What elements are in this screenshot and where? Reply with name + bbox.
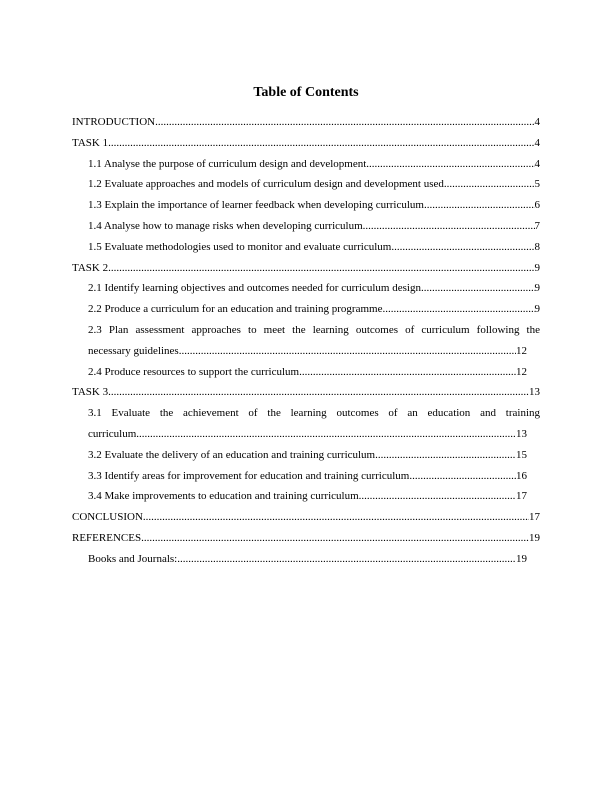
toc-leader-dots [108, 133, 534, 154]
toc-page-number: 16 [516, 469, 527, 482]
toc-entry-label: TASK 2 [72, 261, 109, 274]
toc-entry-3-2[interactable] [72, 445, 527, 466]
toc-entry-3-3[interactable] [72, 466, 527, 487]
toc-page-number: 13 [516, 427, 527, 440]
toc-page-number: 12 [516, 344, 527, 357]
toc-entry-label-line2: necessary guidelines [88, 344, 179, 357]
toc-leader-dots [136, 424, 516, 445]
toc-entry-label: Books and Journals: [88, 552, 178, 565]
toc-entry-label: 1.2 Evaluate approaches and models of curriculum design and development used [88, 178, 444, 191]
toc-entry-references[interactable] [72, 528, 540, 549]
toc-entry-1-4[interactable] [72, 216, 540, 237]
toc-page-number: 4 [534, 157, 540, 170]
toc-entry-2-4[interactable] [72, 362, 527, 383]
toc-entry-1-2[interactable] [72, 174, 540, 195]
toc-entry-label: 2.2 Produce a curriculum for an education and training programme [88, 303, 383, 316]
toc-entry-1-5[interactable] [72, 237, 540, 258]
page-title: Table of Contents [253, 85, 359, 100]
toc-entry-1-3[interactable] [72, 195, 540, 216]
toc-leader-dots [391, 237, 534, 258]
toc-page-number: 9 [534, 261, 540, 274]
toc-leader-dots [143, 507, 529, 528]
toc-entry-3-1[interactable] [72, 403, 540, 445]
toc-page-number: 13 [529, 386, 540, 399]
toc-entry-label: CONCLUSION [72, 511, 143, 524]
toc-leader-dots [363, 216, 535, 237]
toc-leader-dots [155, 112, 534, 133]
toc-entry-label: TASK 1 [72, 136, 109, 149]
toc-entry-1-1[interactable] [72, 154, 540, 175]
toc-entry-books-and-journals[interactable] [72, 549, 527, 570]
toc-entry-label: TASK 3 [72, 386, 109, 399]
toc-page-number: 9 [534, 303, 540, 316]
toc-entry-label: 3.2 Evaluate the delivery of an education and training curriculum [88, 448, 376, 461]
toc-entry-label: INTRODUCTION [72, 116, 156, 128]
toc-page-number: 5 [534, 178, 540, 191]
toc-leader-dots [108, 382, 529, 403]
toc-entry-task-2[interactable] [72, 258, 540, 279]
toc-leader-dots [421, 278, 535, 299]
toc-entry-3-4[interactable] [72, 486, 527, 507]
toc-page-number: 7 [534, 219, 540, 232]
toc-entry-label: 1.3 Explain the importance of learner feedback when developing curriculum [88, 199, 424, 212]
toc-entry-task-3[interactable] [72, 382, 540, 403]
toc-entry-label: REFERENCES [72, 531, 142, 544]
toc-entry-label: 2.4 Produce resources to support the curriculum [88, 365, 300, 378]
toc-page-number: 6 [534, 199, 540, 212]
toc-entry-2-2[interactable] [72, 299, 540, 320]
toc-entry-introduction[interactable] [72, 112, 540, 133]
toc-leader-dots [409, 466, 516, 487]
toc-page-number: 4 [534, 116, 540, 128]
toc-entry-label: 1.1 Analyse the purpose of curriculum design and development [88, 157, 367, 170]
toc-page-number: 17 [516, 490, 527, 503]
toc-page-number: 9 [534, 282, 540, 295]
toc-leader-dots [108, 258, 534, 279]
toc-page-number: 15 [516, 448, 527, 461]
toc-entry-2-3[interactable] [72, 320, 540, 362]
toc-leader-dots [444, 174, 535, 195]
toc-leader-dots [179, 341, 516, 362]
toc-entry-label: 1.4 Analyse how to manage risks when developing curriculum [88, 219, 363, 232]
toc-leader-dots [382, 299, 534, 320]
toc-entry-label-line1: 2.3 Plan assessment approaches to meet the learning outcomes of curriculum following the [88, 323, 540, 336]
toc-page-number: 17 [529, 511, 540, 524]
toc-leader-dots [177, 549, 516, 570]
toc-page-number: 4 [534, 136, 540, 149]
toc-entry-label-line2: curriculum [88, 427, 137, 440]
toc-entry-task-1[interactable] [72, 133, 540, 154]
toc-page-number: 12 [516, 365, 527, 378]
toc-leader-dots [359, 486, 516, 507]
table-of-contents [72, 112, 540, 570]
toc-entry-label-line1: 3.1 Evaluate the achievement of the learning outcomes of an education and training [88, 407, 540, 420]
toc-entry-label: 3.4 Make improvements to education and training curriculum [88, 490, 359, 503]
toc-leader-dots [141, 528, 529, 549]
toc-entry-conclusion[interactable] [72, 507, 540, 528]
toc-leader-dots [424, 195, 535, 216]
toc-entry-2-1[interactable] [72, 278, 540, 299]
toc-entry-label: 1.5 Evaluate methodologies used to monitor and evaluate curriculum [88, 240, 392, 253]
toc-page-number: 8 [534, 240, 540, 253]
toc-page-number: 19 [529, 531, 540, 544]
toc-leader-dots [299, 362, 516, 383]
toc-leader-dots [375, 445, 516, 466]
toc-leader-dots [366, 154, 534, 175]
toc-entry-label: 3.3 Identify areas for improvement for education and training curriculum [88, 469, 410, 482]
toc-page-number: 19 [516, 552, 527, 565]
toc-entry-label: 2.1 Identify learning objectives and outcomes needed for curriculum design [88, 282, 421, 295]
